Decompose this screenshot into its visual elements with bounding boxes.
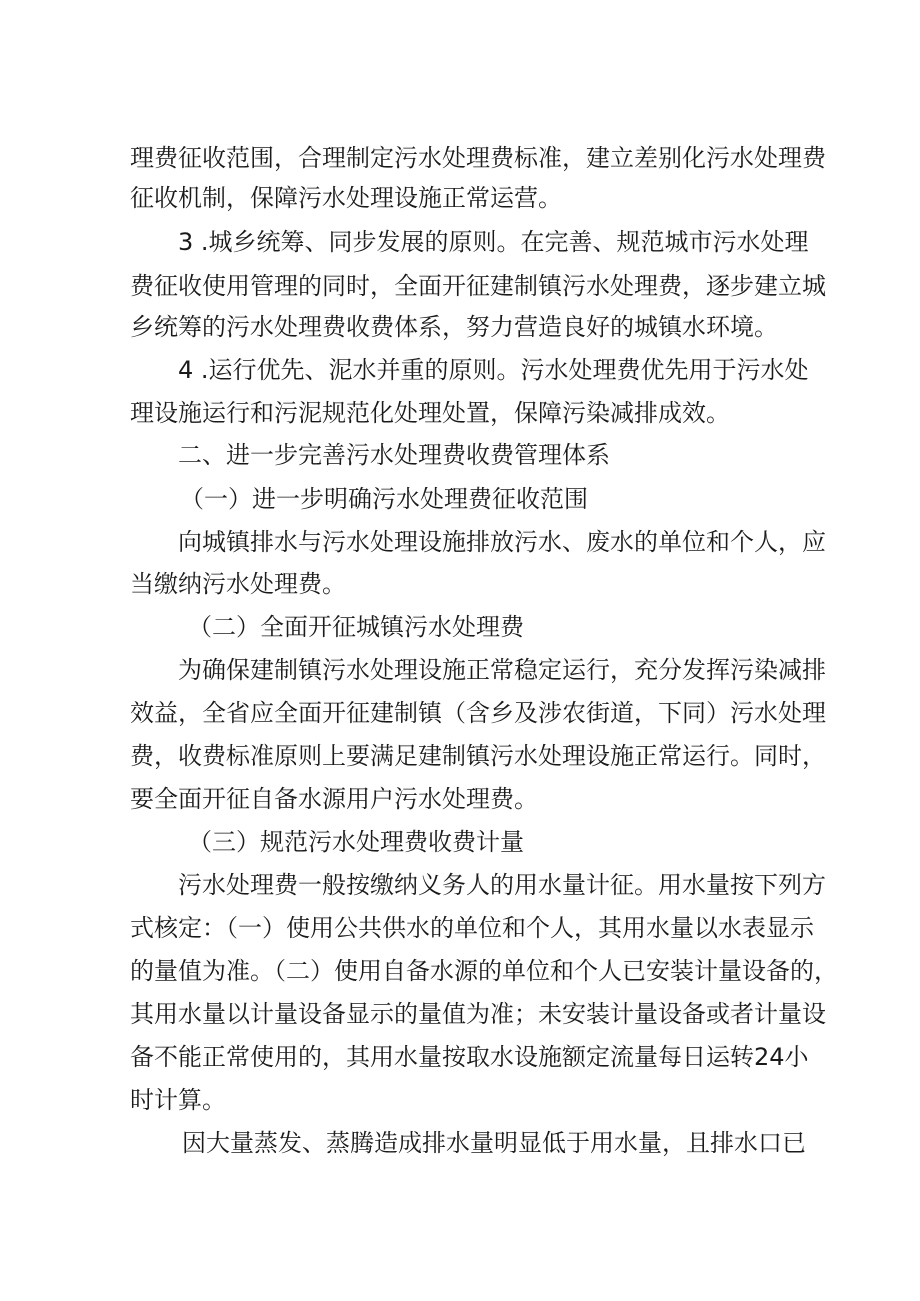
text-line: 费，收费标准原则上要满足建制镇污水处理设施正常运行。同时， — [130, 742, 826, 770]
text-line: 为确保建制镇污水处理设施正常稳定运行，充分发挥污染减排 — [178, 656, 826, 684]
text-line: 其用水量以计量设备显示的量值为准；未安装计量设备或者计量设 — [130, 1000, 826, 1028]
text-line: 征收机制，保障污水处理设施正常运营。 — [130, 184, 562, 212]
text-line: 费征收使用管理的同时，全面开征建制镇污水处理费，逐步建立城 — [130, 272, 826, 300]
text-line: 理费征收范围，合理制定污水处理费标准，建立差别化污水处理费 — [130, 144, 826, 172]
text-line: 当缴纳污水处理费。 — [130, 570, 346, 598]
subsection-heading: （二）全面开征城镇污水处理费 — [188, 613, 524, 641]
subsection-heading: （三）规范污水处理费收费计量 — [188, 828, 524, 856]
text-line: 时计算。 — [130, 1086, 226, 1114]
text-line: 污水处理费一般按缴纳义务人的用水量计征。用水量按下列方 — [178, 871, 826, 899]
text-line: 的量值为准。（二）使用自备水源的单位和个人已安装计量设备的， — [130, 957, 838, 985]
text-line: 向城镇排水与污水处理设施排放污水、废水的单位和个人，应 — [178, 528, 826, 556]
section-heading: 二、进一步完善污水处理费收费管理体系 — [178, 441, 610, 469]
subsection-heading: （一）进一步明确污水处理费征收范围 — [180, 485, 588, 513]
text-line: 因大量蒸发、蒸腾造成排水量明显低于用水量，且排水口已 — [182, 1129, 806, 1157]
text-line: 4 .运行优先、泥水并重的原则。污水处理费优先用于污水处 — [178, 356, 809, 384]
text-line: 理设施运行和污泥规范化处理处置，保障污染减排成效。 — [130, 399, 730, 427]
text-line: 备不能正常使用的，其用水量按取水设施额定流量每日运转24小 — [130, 1043, 809, 1071]
text-line: 要全面开征自备水源用户污水处理费。 — [130, 785, 538, 813]
text-line: 乡统筹的污水处理费收费体系，努力营造良好的城镇水环境。 — [130, 313, 778, 341]
text-line: 3 .城乡统筹、同步发展的原则。在完善、规范城市污水处理 — [178, 228, 809, 256]
text-line: 式核定：（一）使用公共供水的单位和个人，其用水量以水表显示 — [130, 914, 814, 942]
text-line: 效益，全省应全面开征建制镇（含乡及涉农街道，下同）污水处理 — [130, 699, 826, 727]
